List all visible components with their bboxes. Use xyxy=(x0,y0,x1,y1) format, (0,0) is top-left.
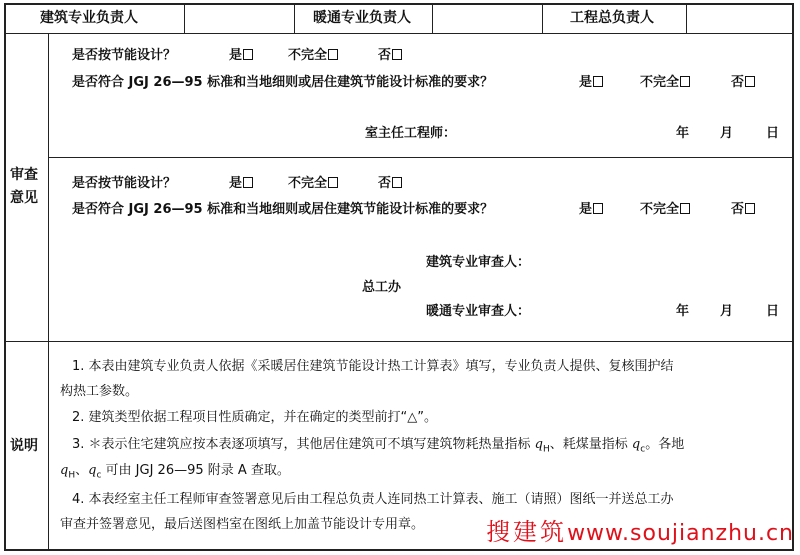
s2-q1-no: 否 xyxy=(378,177,402,190)
s2-q1: 是否按节能设计？ xyxy=(72,176,177,191)
checkbox-icon xyxy=(745,76,755,87)
note-4b: 审查并签署意见，最后送图档室在图纸上加盖节能设计专用章。 xyxy=(60,517,425,532)
s1-q2-partial: 不完全 xyxy=(640,76,690,89)
note-2: 2. 建筑类型依据工程项目性质确定，并在确定的类型前打“△”。 xyxy=(72,410,438,425)
header-divider-4 xyxy=(542,4,543,33)
note-1b: 构热工参数。 xyxy=(60,384,139,399)
s2-q2-partial: 不完全 xyxy=(640,203,690,216)
note-3a: 3. ＊表示住宅建筑应按本表逐项填写，其他居住建筑可不填写建筑物耗热量指标 $q_H$、耗煤量指标 $q_c$。各地 xyxy=(72,437,685,455)
s1-q1: 是否按节能设计？ xyxy=(72,48,177,63)
note-3b: $q_H$、$q_c$ 可由 JGJ 26—95 附录 A 查取。 xyxy=(60,463,290,481)
s1-signer: 室主任工程师： xyxy=(365,126,457,141)
checkbox-icon xyxy=(593,76,603,87)
header-divider-1 xyxy=(184,4,185,33)
review-label-line2: 意见 xyxy=(10,190,38,206)
s2-q2-no: 否 xyxy=(731,203,755,216)
header-divider-2 xyxy=(294,4,295,33)
notes-label: 说明 xyxy=(10,438,38,454)
rule-review-mid xyxy=(48,157,793,158)
checkbox-icon xyxy=(680,203,690,214)
hvac-lead-label: 暖通专业负责人 xyxy=(313,10,411,26)
s2-q1-yes: 是 xyxy=(229,177,253,190)
checkbox-icon xyxy=(243,177,253,188)
watermark-logo: 搜建筑www.soujianzhu.cn xyxy=(486,518,794,546)
s1-q2-yes: 是 xyxy=(579,76,603,89)
checkbox-icon xyxy=(680,76,690,87)
s2-month: 月 xyxy=(720,304,734,319)
s2-q2-yes: 是 xyxy=(579,203,603,216)
s2-day: 日 xyxy=(766,304,780,319)
s1-q1-yes: 是 xyxy=(229,49,253,62)
s2-office: 总工办 xyxy=(362,280,402,295)
s2-arch-reviewer: 建筑专业审查人： xyxy=(426,255,531,270)
s1-day: 日 xyxy=(766,126,780,141)
header-divider-5 xyxy=(686,4,687,33)
note-1a: 1. 本表由建筑专业负责人依据《采暖居住建筑节能设计热工计算表》填写，专业负责人提供、复核围护结 xyxy=(72,359,674,374)
label-column-divider xyxy=(48,33,49,550)
rule-header xyxy=(5,33,793,34)
s1-q1-partial: 不完全 xyxy=(288,49,338,62)
checkbox-icon xyxy=(392,177,402,188)
chief-lead-label: 工程总负责人 xyxy=(570,10,654,26)
checkbox-icon xyxy=(593,203,603,214)
checkbox-icon xyxy=(328,49,338,60)
s1-q2: 是否符合 JGJ 26—95 标准和当地细则或居住建筑节能设计标准的要求？ xyxy=(72,75,494,90)
s1-q1-no: 否 xyxy=(378,49,402,62)
rule-notes-top xyxy=(5,341,793,342)
checkbox-icon xyxy=(328,177,338,188)
s2-hvac-reviewer: 暖通专业审查人： xyxy=(426,304,531,319)
header-divider-3 xyxy=(432,4,433,33)
arch-lead-label: 建筑专业负责人 xyxy=(40,10,138,26)
s1-month: 月 xyxy=(720,126,734,141)
checkbox-icon xyxy=(392,49,402,60)
s1-year: 年 xyxy=(676,126,690,141)
note-4a: 4. 本表经室主任工程师审查签署意见后由工程总负责人连同热工计算表、施工（请照）图纸一并送总工办 xyxy=(72,492,674,507)
checkbox-icon xyxy=(243,49,253,60)
s2-year: 年 xyxy=(676,304,690,319)
s1-q2-no: 否 xyxy=(731,76,755,89)
s2-q2: 是否符合 JGJ 26—95 标准和当地细则或居住建筑节能设计标准的要求？ xyxy=(72,202,494,217)
checkbox-icon xyxy=(745,203,755,214)
s2-q1-partial: 不完全 xyxy=(288,177,338,190)
review-label-line1: 审查 xyxy=(10,167,38,183)
